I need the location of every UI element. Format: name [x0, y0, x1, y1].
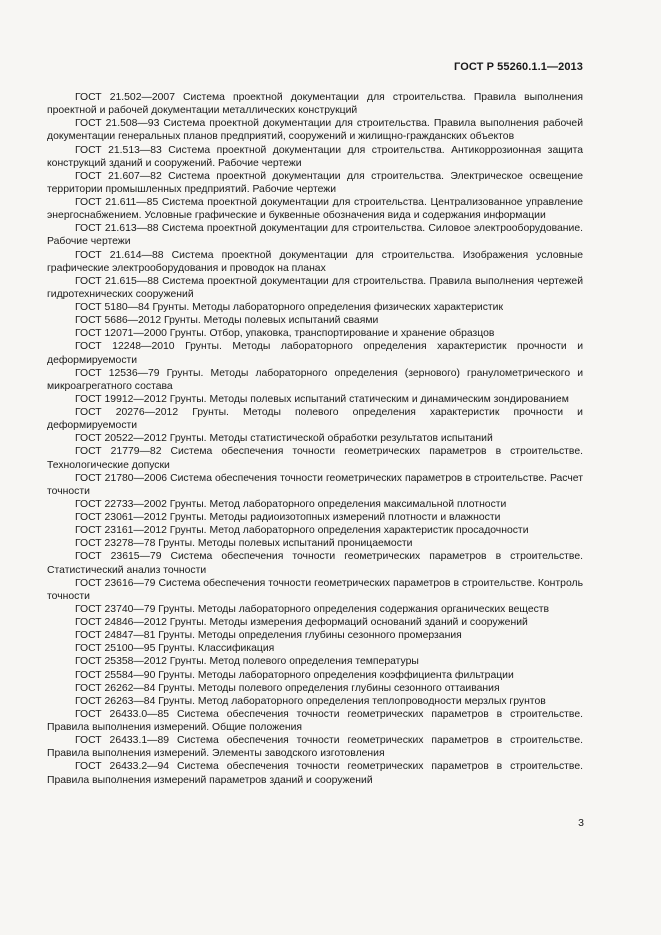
reference-entry: ГОСТ 5180—84 Грунты. Методы лабораторного определения физических характеристик: [75, 302, 504, 313]
reference-entry: ГОСТ 23061—2012 Грунты. Методы радиоизотопных измерений плотности и влажности: [75, 512, 501, 523]
reference-entry: ГОСТ 20522—2012 Грунты. Методы статистической обработки результатов испытаний: [75, 433, 493, 445]
reference-entry: ГОСТ 25100—95 Грунты. Классификация: [75, 643, 275, 655]
reference-entry: ГОСТ 23161—2012 Грунты. Метод лабораторного определения характеристик просадочности: [75, 525, 529, 537]
reference-entry: ГОСТ 21.611—85 Система проектной документации для строительства. Централизованное управление энергоснабжением. Условные графические и буквенные обозначения вида и содержания информации: [47, 197, 583, 222]
reference-entry: ГОСТ 22733—2002 Грунты. Метод лабораторного определения максимальной плотности: [75, 498, 507, 510]
reference-entry: ГОСТ 21779—82 Система обеспечения точности геометрических параметров в строительстве. Технологические допуски: [47, 446, 583, 471]
reference-entry: ГОСТ 21.615—88 Система проектной документации для строительства. Правила выполнения чертежей гидротехнических сооружений: [47, 275, 583, 300]
reference-entry: ГОСТ 19912—2012 Грунты. Методы полевых испытаний статическим и динамическим зондированием: [75, 393, 569, 405]
reference-entry: ГОСТ 26433.1—89 Система обеспечения точности геометрических параметров в строительстве. Правила выполнения измерений. Элементы заводского изготовления: [47, 735, 583, 760]
reference-entry: ГОСТ 21.502—2007 Система проектной документации для строительства. Правила выполнения проектной и рабочей документации металлических конструкций: [47, 92, 583, 117]
reference-entry: ГОСТ 21780—2006 Система обеспечения точности геометрических параметров в строительстве. Расчет точности: [47, 472, 583, 497]
reference-entry: ГОСТ 21.613—88 Система проектной документации для строительства. Силовое электрооборудование. Рабочие чертежи: [47, 223, 583, 248]
reference-entry: ГОСТ 26262—84 Грунты. Методы полевого определения глубины сезонного оттаивания: [75, 682, 500, 694]
reference-entry: ГОСТ 5686—2012 Грунты. Методы полевых испытаний сваями: [75, 315, 379, 327]
reference-entry: ГОСТ 25358—2012 Грунты. Метод полевого определения температуры: [75, 656, 419, 668]
reference-entry: ГОСТ 24847—81 Грунты. Методы определения глубины сезонного промерзания: [75, 630, 462, 642]
standard-header: ГОСТ Р 55260.1.1—2013: [454, 61, 583, 73]
reference-entry: ГОСТ 23278—78 Грунты. Методы полевых испытаний проницаемости: [75, 538, 413, 550]
reference-entry: ГОСТ 26433.2—94 Система обеспечения точности геометрических параметров в строительстве. Правила выполнения измерений параметров зданий и сооружений: [47, 761, 583, 786]
reference-entry: ГОСТ 21.508—93 Система проектной документации для строительства. Правила выполнения рабочей документации генеральных планов предприятий, сооружений и жилищно-гражданских объектов: [47, 118, 583, 143]
page-number: 3: [578, 817, 584, 829]
reference-entry: ГОСТ 23616—79 Система обеспечения точности геометрических параметров в строительстве. Контроль точности: [47, 577, 583, 602]
reference-entry: ГОСТ 23740—79 Грунты. Методы лабораторного определения содержания органических веществ: [75, 603, 550, 615]
reference-entry: ГОСТ 12071—2000 Грунты. Отбор, упаковка, транспортирование и хранение образцов: [75, 328, 495, 340]
reference-entry: ГОСТ 12536—79 Грунты. Методы лабораторного определения (зернового) гранулометрического и микроагрегатного состава: [47, 367, 583, 392]
reference-entry: ГОСТ 21.607—82 Система проектной документации для строительства. Электрическое освещение территории промышленных предприятий. Рабочие чертежи: [47, 170, 583, 195]
reference-entry: ГОСТ 24846—2012 Грунты. Методы измерения деформаций оснований зданий и сооружений: [75, 617, 528, 628]
reference-entry: ГОСТ 26433.0—85 Система обеспечения точности геометрических параметров в строительстве. Правила выполнения измерений. Общие положения: [47, 708, 583, 733]
reference-entry: ГОСТ 26263—84 Грунты. Метод лабораторного определения теплопроводности мерзлых грунтов: [75, 695, 546, 707]
reference-entry: ГОСТ 21.513—83 Система проектной документации для строительства. Антикоррозионная защита конструкций зданий и сооружений. Рабочие чертежи: [47, 144, 583, 169]
reference-entry: ГОСТ 25584—90 Грунты. Методы лабораторного определения коэффициента фильтрации: [75, 669, 514, 681]
reference-entry: ГОСТ 21.614—88 Система проектной документации для строительства. Изображения условные графические электрооборудования и проводок на планах: [47, 249, 583, 274]
reference-entry: ГОСТ 20276—2012 Грунты. Методы полевого определения характеристик прочности и деформируемости: [47, 407, 583, 432]
normative-references-list: [47, 91, 583, 787]
reference-entry: ГОСТ 23615—79 Система обеспечения точности геометрических параметров в строительстве. Статистический анализ точности: [47, 551, 583, 576]
reference-entry: ГОСТ 12248—2010 Грунты. Методы лабораторного определения характеристик прочности и деформируемости: [47, 341, 583, 366]
